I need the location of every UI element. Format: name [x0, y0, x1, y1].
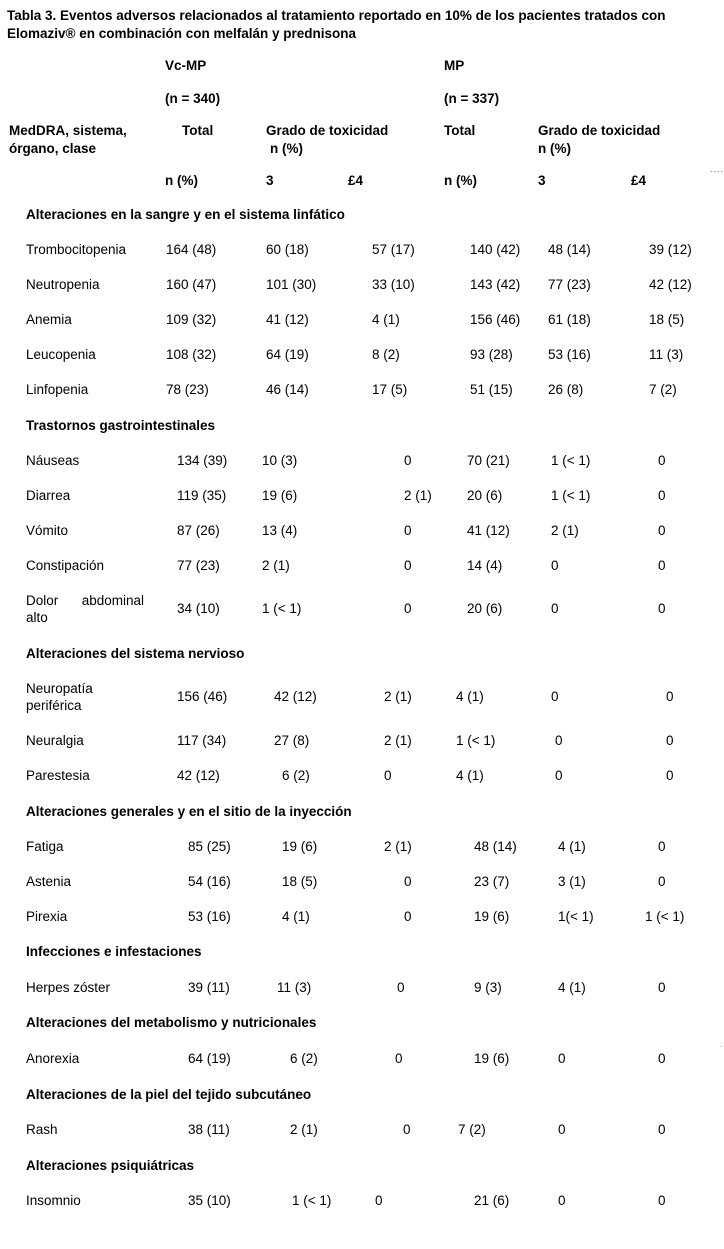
row-label-line2: alto [26, 610, 48, 625]
cell-grade4-mp: 0 [666, 733, 674, 748]
cell-grade3-mp: 1 (< 1) [551, 488, 591, 503]
cell-grade3-vcmp: 42 (12) [274, 689, 317, 704]
cell-total-mp: 41 (12) [467, 523, 510, 538]
cell-grade4-mp: 0 [658, 453, 666, 468]
cell-grade3-vcmp: 11 (3) [277, 980, 312, 995]
cell-total-mp: 21 (6) [474, 1193, 510, 1208]
cell-total-mp: 7 (2) [458, 1122, 486, 1137]
total-vcmp-header: Total [182, 123, 214, 138]
cell-total-vcmp: 156 (46) [177, 689, 228, 704]
section-heading: Alteraciones psiquiátricas [26, 1158, 195, 1173]
row-label: Neutropenia [26, 277, 100, 292]
group-mp-n: (n = 337) [444, 91, 500, 106]
cell-grade3-vcmp: 2 (1) [262, 558, 290, 573]
cell-total-mp: 1 (< 1) [456, 733, 496, 748]
cell-grade4-vcmp: 2 (1) [384, 689, 412, 704]
cell-grade4-mp: 0 [658, 1122, 666, 1137]
cell-total-vcmp: 109 (32) [166, 312, 217, 327]
row-label: Parestesia [26, 768, 90, 783]
cell-grade3-vcmp: 13 (4) [262, 523, 298, 538]
cell-total-vcmp: 78 (23) [166, 382, 209, 397]
row-label: Vómito [26, 523, 69, 538]
cell-grade3-mp: 0 [558, 1193, 566, 1208]
cell-grade3-mp: 0 [551, 689, 559, 704]
cell-total-mp: 48 (14) [474, 839, 517, 854]
cell-grade3-mp: 48 (14) [548, 242, 591, 257]
cell-grade4-mp: 0 [658, 839, 666, 854]
cell-total-vcmp: 87 (26) [177, 523, 220, 538]
cell-total-mp: 51 (15) [470, 382, 513, 397]
meddra-header-line2: órgano, clase [9, 141, 97, 156]
grade3-mp-header: 3 [538, 173, 546, 188]
row-label: Fatiga [26, 839, 64, 854]
cell-grade3-mp: 1 (< 1) [551, 453, 591, 468]
grade-vcmp-header-line2: n (%) [270, 141, 303, 156]
cell-grade4-vcmp: 0 [403, 1122, 411, 1137]
cell-total-vcmp: 119 (35) [177, 488, 227, 503]
row-label: Insomnio [26, 1193, 81, 1208]
total-mp-header: Total [444, 123, 476, 138]
cell-grade4-vcmp: 0 [395, 1051, 403, 1066]
cell-total-mp: 156 (46) [470, 312, 521, 327]
row-label: Anemia [26, 312, 72, 327]
section-heading: Alteraciones en la sangre y en el sistema linfático [26, 207, 345, 222]
cell-grade3-vcmp: 64 (19) [266, 347, 309, 362]
cell-total-mp: 19 (6) [474, 909, 510, 924]
cell-grade3-mp: 4 (1) [558, 839, 586, 854]
cell-grade4-vcmp: 0 [404, 874, 412, 889]
row-label: Anorexia [26, 1051, 80, 1066]
section-heading: Alteraciones generales y en el sitio de la inyección [26, 804, 352, 819]
cell-grade3-vcmp: 2 (1) [290, 1122, 318, 1137]
grade-mp-header-line2: n (%) [538, 141, 571, 156]
cell-grade4-mp: 7 (2) [649, 382, 677, 397]
cell-grade4-mp: 0 [658, 1193, 666, 1208]
cell-total-mp: 4 (1) [456, 768, 484, 783]
cell-grade4-mp: 18 (5) [649, 312, 685, 327]
cell-grade4-mp: 0 [658, 488, 666, 503]
row-label: Astenia [26, 874, 72, 889]
cell-grade4-vcmp: 0 [397, 980, 405, 995]
cell-grade3-vcmp: 18 (5) [282, 874, 318, 889]
cell-total-vcmp: 38 (11) [188, 1122, 230, 1137]
cell-grade3-mp: 2 (1) [551, 523, 579, 538]
row-label: Linfopenia [26, 382, 89, 397]
cell-grade4-vcmp: 33 (10) [372, 277, 415, 292]
row-label: Leucopenia [26, 347, 96, 362]
cell-total-mp: 93 (28) [470, 347, 513, 362]
meddra-header-line1: MedDRA, sistema, [9, 123, 127, 138]
cell-grade4-vcmp: 4 (1) [372, 312, 400, 327]
section-heading: Alteraciones del metabolismo y nutricionales [26, 1015, 317, 1030]
cell-total-vcmp: 39 (11) [188, 980, 230, 995]
cell-total-mp: 23 (7) [474, 874, 510, 889]
cell-grade3-vcmp: 1 (< 1) [262, 601, 302, 616]
cell-grade4-mp: 39 (12) [649, 242, 692, 257]
cell-total-mp: 143 (42) [470, 277, 521, 292]
row-label: Dolor abdominal [26, 593, 144, 608]
cell-grade3-mp: 0 [558, 1122, 566, 1137]
grade-vcmp-header-line1: Grado de toxicidad [266, 123, 389, 138]
section-heading: Alteraciones de la piel del tejido subcutáneo [26, 1087, 312, 1102]
cell-grade3-vcmp: 60 (18) [266, 242, 309, 257]
cell-total-vcmp: 85 (25) [188, 839, 231, 854]
cell-grade4-vcmp: 17 (5) [372, 382, 408, 397]
cell-total-mp: 140 (42) [470, 242, 521, 257]
cell-total-vcmp: 134 (39) [177, 453, 228, 468]
decorative-mark: . [720, 1040, 723, 1049]
cell-grade3-mp: 26 (8) [548, 382, 584, 397]
cell-total-vcmp: 53 (16) [188, 909, 231, 924]
section-heading: Infecciones e infestaciones [26, 944, 202, 959]
row-label: Neuropatía [26, 681, 93, 696]
cell-grade3-vcmp: 101 (30) [266, 277, 317, 292]
cell-grade4-vcmp: 0 [404, 453, 412, 468]
section-heading: Alteraciones del sistema nervioso [26, 646, 245, 661]
cell-grade4-vcmp: 0 [404, 523, 412, 538]
cell-grade3-mp: 61 (18) [548, 312, 591, 327]
cell-total-mp: 70 (21) [467, 453, 510, 468]
group-mp-header: MP [444, 58, 465, 73]
cell-grade4-mp: 0 [666, 768, 674, 783]
npct-mp-header: n (%) [444, 173, 477, 188]
cell-grade4-vcmp: 8 (2) [372, 347, 400, 362]
cell-total-vcmp: 35 (10) [188, 1193, 231, 1208]
group-vcmp-n: (n = 340) [165, 91, 221, 106]
row-label: Pirexia [26, 909, 68, 924]
cell-grade4-vcmp: 2 (1) [384, 733, 412, 748]
cell-grade4-mp: 0 [658, 523, 666, 538]
cell-grade4-mp: 0 [658, 874, 666, 889]
npct-vcmp-header: n (%) [165, 173, 198, 188]
cell-grade3-mp: 3 (1) [558, 874, 586, 889]
cell-grade3-mp: 0 [551, 558, 559, 573]
cell-grade3-mp: 0 [558, 1051, 566, 1066]
row-label-line2: periférica [26, 698, 82, 713]
cell-grade4-mp: 1 (< 1) [645, 909, 685, 924]
cell-total-vcmp: 64 (19) [188, 1051, 231, 1066]
cell-total-vcmp: 160 (47) [166, 277, 217, 292]
cell-grade4-mp: 0 [658, 601, 666, 616]
cell-grade3-mp: 53 (16) [548, 347, 591, 362]
cell-grade4-vcmp: 0 [404, 601, 412, 616]
cell-grade4-mp: 42 (12) [649, 277, 692, 292]
cell-grade4-vcmp: 0 [384, 768, 392, 783]
cell-total-vcmp: 77 (23) [177, 558, 220, 573]
grade3-vcmp-header: 3 [266, 173, 274, 188]
cell-grade3-vcmp: 6 (2) [282, 768, 310, 783]
table-title: Tabla 3. Eventos adversos relacionados al tratamiento reportado en 10% de los pacientes tratados con Elomaziv® en combinación con melfalán y prednisona [7, 8, 666, 41]
cell-grade4-vcmp: 57 (17) [372, 242, 415, 257]
cell-total-vcmp: 54 (16) [188, 874, 231, 889]
decorative-dots: .... [710, 164, 724, 174]
cell-total-mp: 20 (6) [467, 488, 503, 503]
cell-grade3-mp: 77 (23) [548, 277, 591, 292]
cell-grade3-mp: 0 [551, 601, 559, 616]
cell-grade3-vcmp: 10 (3) [262, 453, 298, 468]
cell-grade4-mp: 0 [658, 558, 666, 573]
cell-grade3-vcmp: 27 (8) [274, 733, 310, 748]
cell-grade3-mp: 4 (1) [558, 980, 586, 995]
cell-total-mp: 19 (6) [474, 1051, 510, 1066]
row-label: Trombocitopenia [26, 242, 127, 257]
row-label: Rash [26, 1122, 58, 1137]
group-vcmp-header: Vc-MP [165, 58, 207, 73]
cell-grade4-mp: 0 [658, 1051, 666, 1066]
cell-total-mp: 9 (3) [474, 980, 502, 995]
row-label: Herpes zóster [26, 980, 111, 995]
cell-total-vcmp: 34 (10) [177, 601, 220, 616]
cell-grade3-mp: 1(< 1) [558, 909, 594, 924]
cell-grade3-vcmp: 19 (6) [262, 488, 298, 503]
grade4-vcmp-header: £4 [348, 173, 364, 188]
cell-grade4-vcmp: 2 (1) [404, 488, 432, 503]
cell-total-vcmp: 117 (34) [177, 733, 227, 748]
cell-grade3-vcmp: 4 (1) [282, 909, 310, 924]
cell-grade4-vcmp: 0 [404, 909, 412, 924]
cell-total-mp: 4 (1) [456, 689, 484, 704]
row-label: Náuseas [26, 453, 80, 468]
cell-total-mp: 14 (4) [467, 558, 503, 573]
row-label: Constipación [26, 558, 105, 573]
cell-grade4-mp: 0 [658, 980, 666, 995]
cell-grade4-vcmp: 0 [375, 1193, 383, 1208]
row-label: Neuralgia [26, 733, 84, 748]
grade-mp-header-line1: Grado de toxicidad [538, 123, 661, 138]
cell-grade3-vcmp: 46 (14) [266, 382, 309, 397]
cell-grade3-vcmp: 6 (2) [290, 1051, 318, 1066]
cell-grade3-mp: 0 [555, 768, 563, 783]
grade4-mp-header: £4 [631, 173, 647, 188]
cell-total-mp: 20 (6) [467, 601, 503, 616]
section-heading: Trastornos gastrointestinales [26, 418, 216, 433]
cell-grade3-mp: 0 [555, 733, 563, 748]
cell-grade4-vcmp: 2 (1) [384, 839, 412, 854]
cell-total-vcmp: 108 (32) [166, 347, 217, 362]
cell-grade4-mp: 11 (3) [649, 347, 684, 362]
cell-total-vcmp: 42 (12) [177, 768, 220, 783]
cell-grade4-vcmp: 0 [404, 558, 412, 573]
cell-total-vcmp: 164 (48) [166, 242, 217, 257]
cell-grade3-vcmp: 1 (< 1) [292, 1193, 332, 1208]
cell-grade3-vcmp: 41 (12) [266, 312, 309, 327]
cell-grade3-vcmp: 19 (6) [282, 839, 318, 854]
row-label: Diarrea [26, 488, 71, 503]
cell-grade4-mp: 0 [666, 689, 674, 704]
